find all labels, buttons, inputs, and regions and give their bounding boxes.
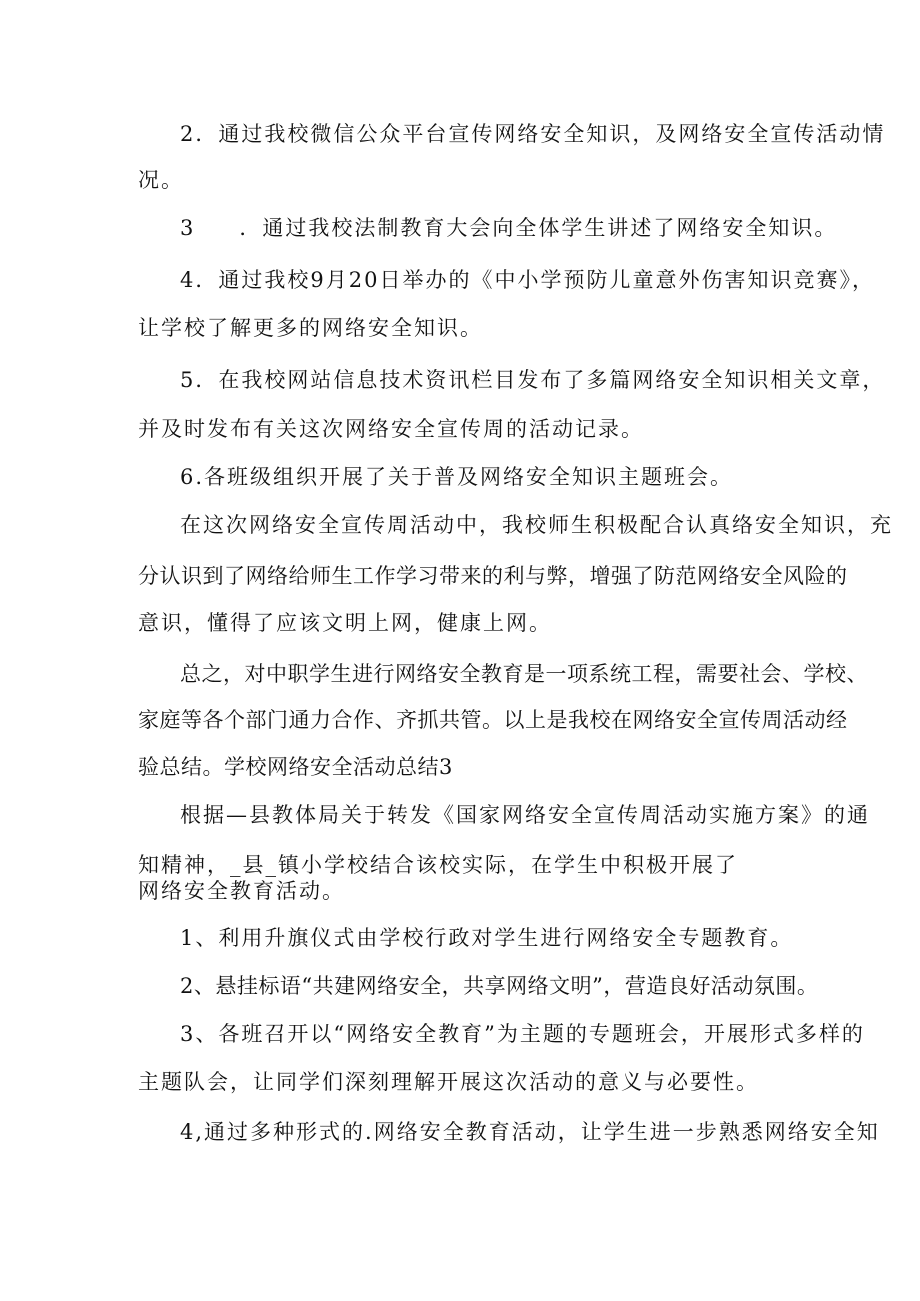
paragraph-line: 4．通过我校9月20日举办的《中小学预防儿童意外伤害知识竞赛》， xyxy=(180,268,875,292)
paragraph-line: 1、利用升旗仪式由学校行政对学生进行网络安全专题教育。 xyxy=(180,926,794,950)
paragraph-line: 意识，懂得了应该文明上网，健康上网。 xyxy=(138,611,552,635)
paragraph-line: 在这次网络安全宣传周活动中，我校师生积极配合认真络安全知识，充 xyxy=(180,513,893,537)
paragraph-line: 验总结。学校网络安全活动总结3 xyxy=(138,755,453,779)
paragraph-line: 2、悬挂标语“共建网络安全，共享网络文明”，营造良好活动氛围。 xyxy=(180,974,819,998)
paragraph-line: 分认识到了网络给师生工作学习带来的利与弊，增强了防范网络安全风险的 xyxy=(138,564,848,588)
paragraph-line: 主题队会，让同学们深刻理解开展这次活动的意义与必要性。 xyxy=(138,1070,759,1094)
paragraph-line: 2．通过我校微信公众平台宣传网络安全知识，及网络安全宣传活动情 xyxy=(180,122,886,146)
paragraph-line: 根据—县教体局关于转发《国家网络安全宣传周活动实施方案》的通 xyxy=(180,803,870,827)
paragraph-line: 况。 xyxy=(138,168,184,192)
paragraph-line: 并及时发布有关这次网络安全宣传周的活动记录。 xyxy=(138,417,644,441)
paragraph-line: 知精神，_县_镇小学校结合该校实际，在学生中积极开展了 xyxy=(138,853,738,877)
paragraph-line: 家庭等各个部门通力合作、齐抓共管。以上是我校在网络安全宣传周活动经 xyxy=(138,708,848,732)
paragraph-line: 网络安全教育活动。 xyxy=(138,879,345,903)
paragraph-line: 5．在我校网站信息技术资讯栏目发布了多篇网络安全知识相关文章， xyxy=(180,368,886,392)
list-text: ．通过我校法制教育大会向全体学生讲述了网络安全知识。 xyxy=(239,216,838,240)
paragraph-line: 6.各班级组织开展了关于普及网络安全知识主题班会。 xyxy=(180,465,734,489)
paragraph-line xyxy=(180,214,837,242)
paragraph-line: 3、各班召开以“网络安全教育”为主题的专题班会，开展形式多样的 xyxy=(180,1022,865,1046)
paragraph-line: 让学校了解更多的网络安全知识。 xyxy=(138,316,483,340)
paragraph-line: 4,通过多种形式的.网络安全教育活动，让学生进一步熟悉网络安全知 xyxy=(180,1120,880,1144)
paragraph-line: 总之，对中职学生进行网络安全教育是一项系统工程，需要社会、学校、 xyxy=(180,662,868,686)
list-number: 3 xyxy=(180,216,196,240)
